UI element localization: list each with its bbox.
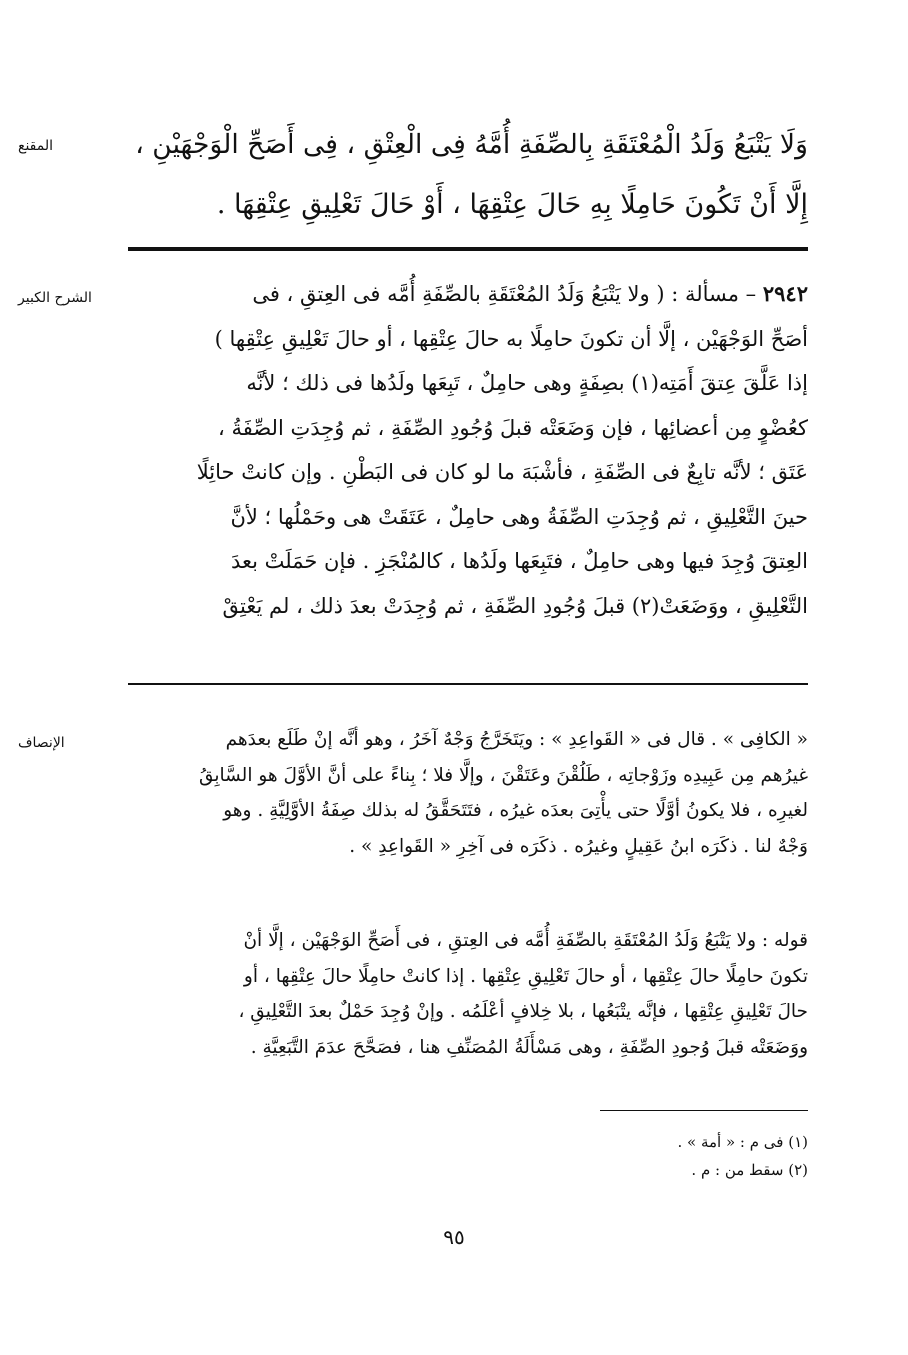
insaf-para-2 bbox=[128, 923, 808, 1065]
footnote-2: (٢) سقط من : م . bbox=[691, 1161, 808, 1179]
sharh-line: حينَ التَّعْلِيقِ ، ثم وُجِدَتِ الصِّفَةُ وهى حامِلٌ ، عَتَقَتْ هى وحَمْلُها ؛ لأنَّ bbox=[230, 504, 808, 529]
sharh-line: عَتَق ؛ لأنَّه تابِعٌ فى الصِّفَةِ ، فأشْبَهَ ما لو كان فى البَطْنِ . وإن كانتْ حائِلًا bbox=[196, 460, 808, 484]
sharh-text bbox=[128, 272, 808, 628]
footnote-1: (١) فى م : « أمة » . bbox=[677, 1133, 808, 1151]
section-divider-thick bbox=[128, 247, 808, 251]
insaf-line: غيرُهم مِن عَبِيدِه وزَوْجاتِه ، طَلُقْنَ وعَتَقْنَ ، وإلَّا فلا ؛ بِناءً على أنَّ الأوَّلَ هو السَّابِقُ bbox=[198, 764, 808, 786]
page-number: ٩٥ bbox=[443, 1225, 465, 1249]
section-label-insaf: الإنصاف bbox=[18, 735, 65, 751]
footnotes bbox=[600, 1128, 808, 1184]
section-label-muqni: المقنع bbox=[18, 138, 54, 154]
insaf-line: ووَضَعَتْه قبلَ وُجودِ الصِّفَةِ ، وهى مَسْأَلَةُ المُصَنِّفِ هنا ، فصَحَّحَ عدَمَ التَّبَعِيَّةِ . bbox=[250, 1036, 808, 1058]
sharh-line: ٢٩٤٢ – مسألة : ( ولا يَتْبَعُ وَلَدُ المُعْتَقَةِ بالصِّفَةِ أُمَّه فى العِتقِ ، فى bbox=[252, 281, 808, 306]
sharh-line: إذا عَلَّقَ عِتقَ أَمَتِه(١) بصِفَةٍ وهى حامِلٌ ، تَبِعَها ولَدُها فى ذلك ؛ لأنَّه bbox=[246, 371, 808, 395]
section-label-sharh: الشرح الكبير bbox=[18, 290, 92, 306]
insaf-line: لغيرِه ، فلا يكونُ أوَّلًا حتى يأْتِىَ بعدَه غيرُه ، فتَتَحَقَّقُ له بذلك صِفَةُ الأوَّلِيَّةِ . وهو bbox=[223, 800, 808, 821]
sharh-line: كعُضْوٍ مِن أعضائِها ، فإن وَضَعَتْه قبلَ وُجُودِ الصِّفَةِ ، ثم وُجِدَتِ الصِّفَةُ ، bbox=[218, 415, 808, 440]
section-divider-thin bbox=[128, 683, 808, 685]
insaf-line: وَجْهٌ لنا . ذكَرَه ابنُ عَقِيلٍ وغيرُه . ذكَرَه فى آخِرِ « القَواعِدِ » . bbox=[349, 835, 808, 857]
sharh-line: أصَحِّ الوَجْهَيْن ، إلَّا أن تكونَ حامِلًا به حالَ عِتْقِها ، أو حالَ تَعْلِيقِ عِتْقِها ) bbox=[214, 326, 808, 351]
muqni-line: إِلَّا أَنْ تَكُونَ حَامِلًا بِهِ حَالَ عِتْقِهَا ، أَوْ حَالَ تَعْلِيقِ عِتْقِهَا . bbox=[216, 189, 808, 220]
muqni-line: وَلَا يَتْبَعُ وَلَدُ الْمُعْتَقَةِ بِالصِّفَةِ أُمَّهُ فِى الْعِتْقِ ، فِى أَصَحِّ الْوَجْهَيْنِ ، bbox=[135, 129, 808, 160]
issue-number: ٢٩٤٢ bbox=[762, 281, 808, 306]
footnote-separator bbox=[600, 1110, 808, 1111]
sharh-line: التَّعْلِيقِ ، ووَضَعَتْ(٢) قبلَ وُجُودِ الصِّفَةِ ، ثم وُجِدَتْ بعدَ ذلك ، لم يَعْتِقْ bbox=[222, 593, 808, 618]
insaf-line: حالَ تَعْلِيقِ عِتْقِها ، فإنَّه يتْبَعُها ، بلا خِلافٍ أعْلَمُه . وإنْ وُجِدَ حَمْلٌ بعدَ التَّعْلِيقِ ، bbox=[238, 1001, 808, 1022]
insaf-para-1 bbox=[128, 722, 808, 864]
sharh-line: العِتقَ وُجِدَ فيها وهى حامِلٌ ، فتَبِعَها ولَدُها ، كالمُنْجَزِ . فإن حَمَلَتْ بعدَ bbox=[231, 549, 808, 573]
insaf-line: قوله : ولا يَتْبَعُ وَلَدُ المُعْتَقَةِ بالصِّفَةِ أُمَّه فى العِتقِ ، فى أَصَحِّ الوَجْهَيْن ، إلَّا أنْ bbox=[243, 930, 808, 951]
insaf-line: « الكافِى » . قال فى « القَواعِدِ » : ويَتَخَرَّجُ وَجْهٌ آخَرُ ، وهو أنَّه إنْ طَلَع بعدَهم bbox=[225, 729, 808, 750]
muqni-text bbox=[128, 115, 808, 235]
insaf-line: تكونَ حامِلًا حالَ عِتْقِها ، أو حالَ تَعْلِيقِ عِتْقِها . إذا كانتْ حامِلًا حالَ عِتْقِها ، أو bbox=[243, 965, 808, 987]
